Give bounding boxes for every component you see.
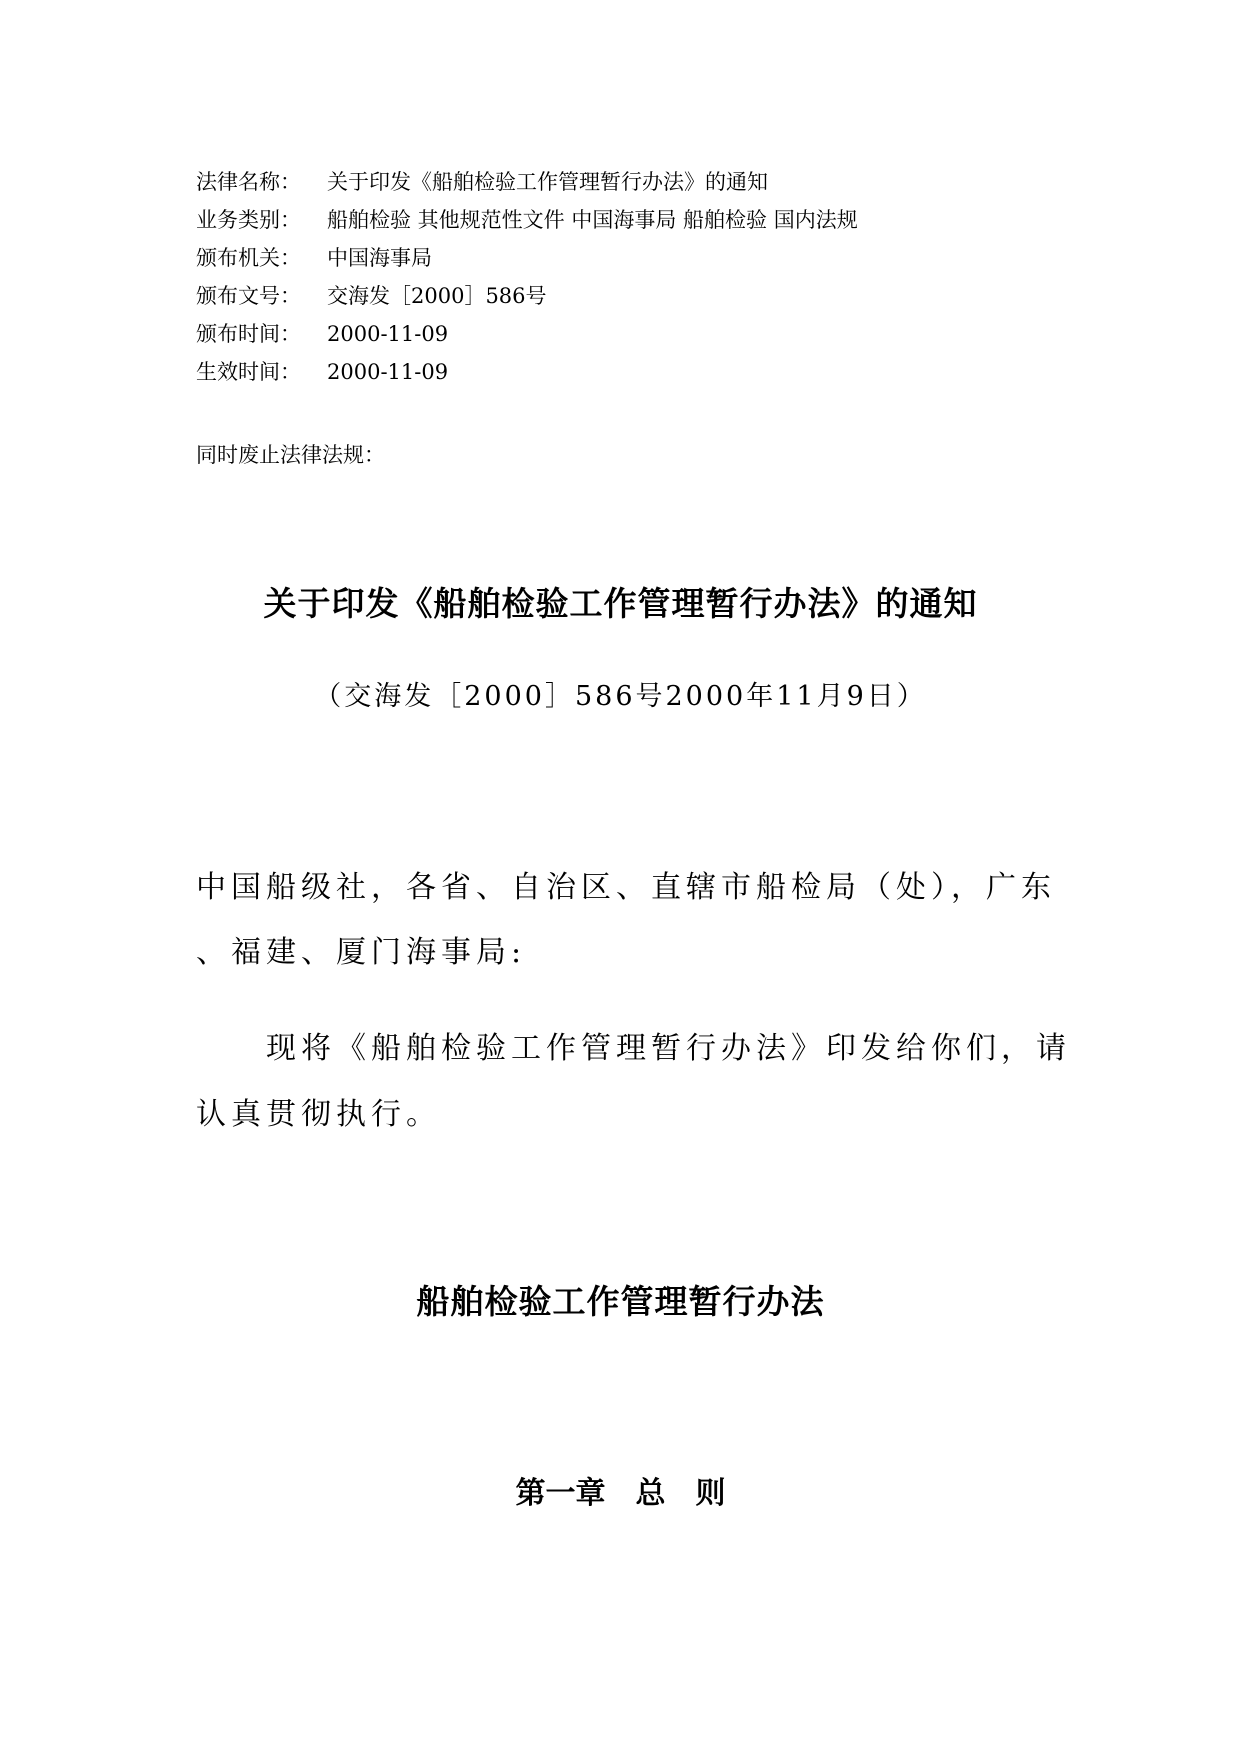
metadata-value: 关于印发《船舶检验工作管理暂行办法》的通知 xyxy=(327,170,768,194)
chapter-heading: 第一章 总 则 xyxy=(515,1476,726,1511)
metadata-row-issuing-authority xyxy=(196,239,1096,277)
notice-title: 关于印发《船舶检验工作管理暂行办法》的通知 xyxy=(263,584,978,623)
metadata-value: 中国海事局 xyxy=(327,246,432,270)
metadata-row-issue-date xyxy=(196,315,1096,353)
metadata-row-effective-date xyxy=(196,353,1096,391)
metadata-row-document-number xyxy=(196,277,1096,315)
metadata-key: 业务类别： xyxy=(196,208,301,232)
metadata-value: 船舶检验 其他规范性文件 中国海事局 船舶检验 国内法规 xyxy=(327,208,858,232)
metadata-key: 颁布时间： xyxy=(196,322,301,346)
metadata-row-law-name xyxy=(196,163,1096,201)
metadata-block xyxy=(196,163,1096,391)
metadata-key: 法律名称： xyxy=(196,170,301,194)
metadata-value: 交海发［2000］586号 xyxy=(327,284,547,308)
metadata-key: 生效时间： xyxy=(196,360,301,384)
measures-title: 船舶检验工作管理暂行办法 xyxy=(416,1282,825,1321)
addressee-line: 中国船级社，各省、自治区、直辖市船检局（处），广东 xyxy=(196,870,1056,905)
metadata-key: 颁布机关： xyxy=(196,246,301,270)
body-paragraph-line: 现将《船舶检验工作管理暂行办法》印发给你们，请 xyxy=(196,1031,1071,1066)
body-paragraph-line: 认真贯彻执行。 xyxy=(196,1097,441,1132)
metadata-value: 2000-11-09 xyxy=(327,322,449,346)
document-reference: （交海发［2000］586号2000年11月9日） xyxy=(314,681,927,712)
repealed-laws-label: 同时废止法律法规： xyxy=(196,443,385,467)
addressee-line: 、福建、厦门海事局: xyxy=(196,935,527,970)
metadata-value: 2000-11-09 xyxy=(327,360,449,384)
metadata-key: 颁布文号： xyxy=(196,284,301,308)
metadata-row-category xyxy=(196,201,1096,239)
